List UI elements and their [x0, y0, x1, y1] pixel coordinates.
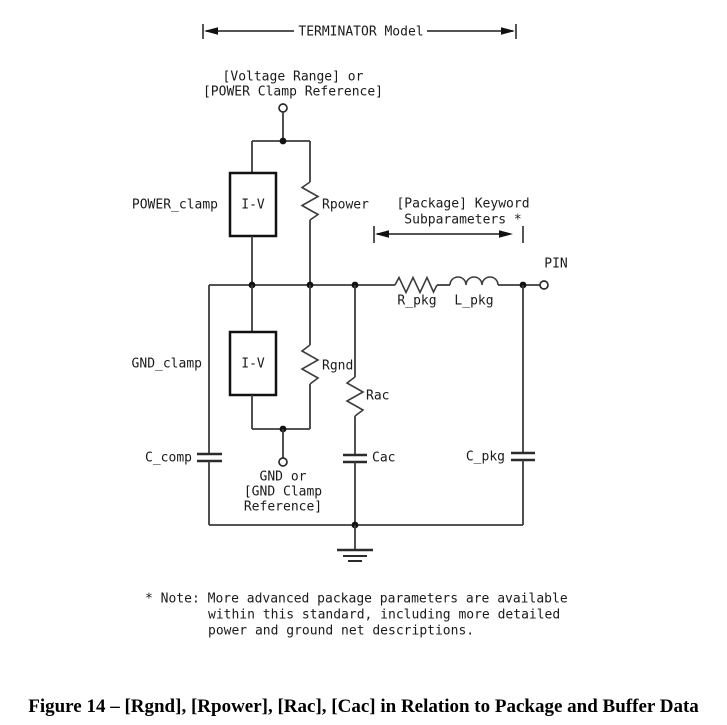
note-line-2: within this standard, including more detailed: [208, 607, 561, 623]
package-dimension: [374, 197, 530, 244]
rac-cac-branch: [343, 285, 395, 525]
arrow-left-icon: [375, 230, 389, 238]
resistor-zigzag-icon: [302, 182, 318, 220]
power-clamp-element: [132, 173, 276, 285]
c-comp-capacitor: [145, 285, 222, 525]
gnd-clamp-label: GND_clamp: [131, 356, 202, 372]
ground-symbol-icon: [337, 550, 373, 561]
resistor-zigzag-icon: [395, 278, 437, 293]
footnote: [145, 592, 568, 639]
rgnd-resistor: [302, 285, 353, 429]
c-pkg-label: C_pkg: [465, 449, 505, 465]
pin-label: PIN: [544, 256, 568, 272]
rpower-label: Rpower: [322, 197, 369, 213]
power-reference-terminal: [203, 70, 383, 142]
ground-rail: [209, 522, 523, 561]
resistor-zigzag-icon: [302, 345, 318, 384]
power-clamp-iv-label: I-V: [241, 197, 265, 213]
terminator-model-label: TERMINATOR Model: [298, 24, 424, 40]
gnd-or-label: GND or: [259, 469, 307, 485]
terminator-dimension: [203, 24, 516, 40]
voltage-range-label: [Voltage Range] or: [222, 69, 364, 85]
gnd-reference-terminal: [244, 426, 322, 515]
arrow-right-icon: [499, 230, 513, 238]
gnd-terminal-icon: [279, 458, 287, 466]
gnd-clamp-element: [132, 285, 276, 429]
gnd-clamp-ref-label-2: Reference]: [243, 499, 323, 515]
r-pkg-label: R_pkg: [397, 293, 437, 309]
note-line-1: * Note: More advanced package parameters are available: [145, 591, 568, 607]
subparameters-label: Subparameters *: [404, 212, 522, 228]
power-clamp-reference-label: [POWER Clamp Reference]: [202, 84, 384, 100]
junction-dot: [280, 138, 287, 145]
upper-rail: [209, 282, 395, 289]
resistor-zigzag-icon: [347, 377, 363, 416]
rgnd-label: Rgnd: [322, 358, 354, 374]
arrow-left-icon: [204, 27, 218, 35]
power-clamp-label: POWER_clamp: [131, 197, 218, 213]
arrow-right-icon: [501, 27, 515, 35]
l-pkg-inductor: [450, 277, 540, 309]
gnd-clamp-ref-label-1: [GND Clamp: [243, 484, 323, 500]
note-line-3: power and ground net descriptions.: [208, 623, 475, 639]
gnd-clamp-iv-label: I-V: [241, 356, 265, 372]
c-comp-label: C_comp: [145, 450, 192, 466]
rpower-resistor: [302, 182, 369, 285]
inductor-coil-icon: [450, 277, 498, 285]
figure-caption: Figure 14 – [Rgnd], [Rpower], [Rac], [Cac] in Relation to Package and Buffer Data: [28, 696, 699, 717]
package-keyword-label: [Package] Keyword: [396, 196, 530, 212]
c-pkg-capacitor: [466, 285, 535, 525]
cac-label: Cac: [372, 450, 396, 466]
pin-terminal-icon: [540, 281, 548, 289]
l-pkg-label: L_pkg: [454, 293, 494, 309]
power-terminal-icon: [279, 104, 287, 112]
r-pkg-resistor: [395, 278, 450, 309]
rac-label: Rac: [366, 388, 390, 404]
